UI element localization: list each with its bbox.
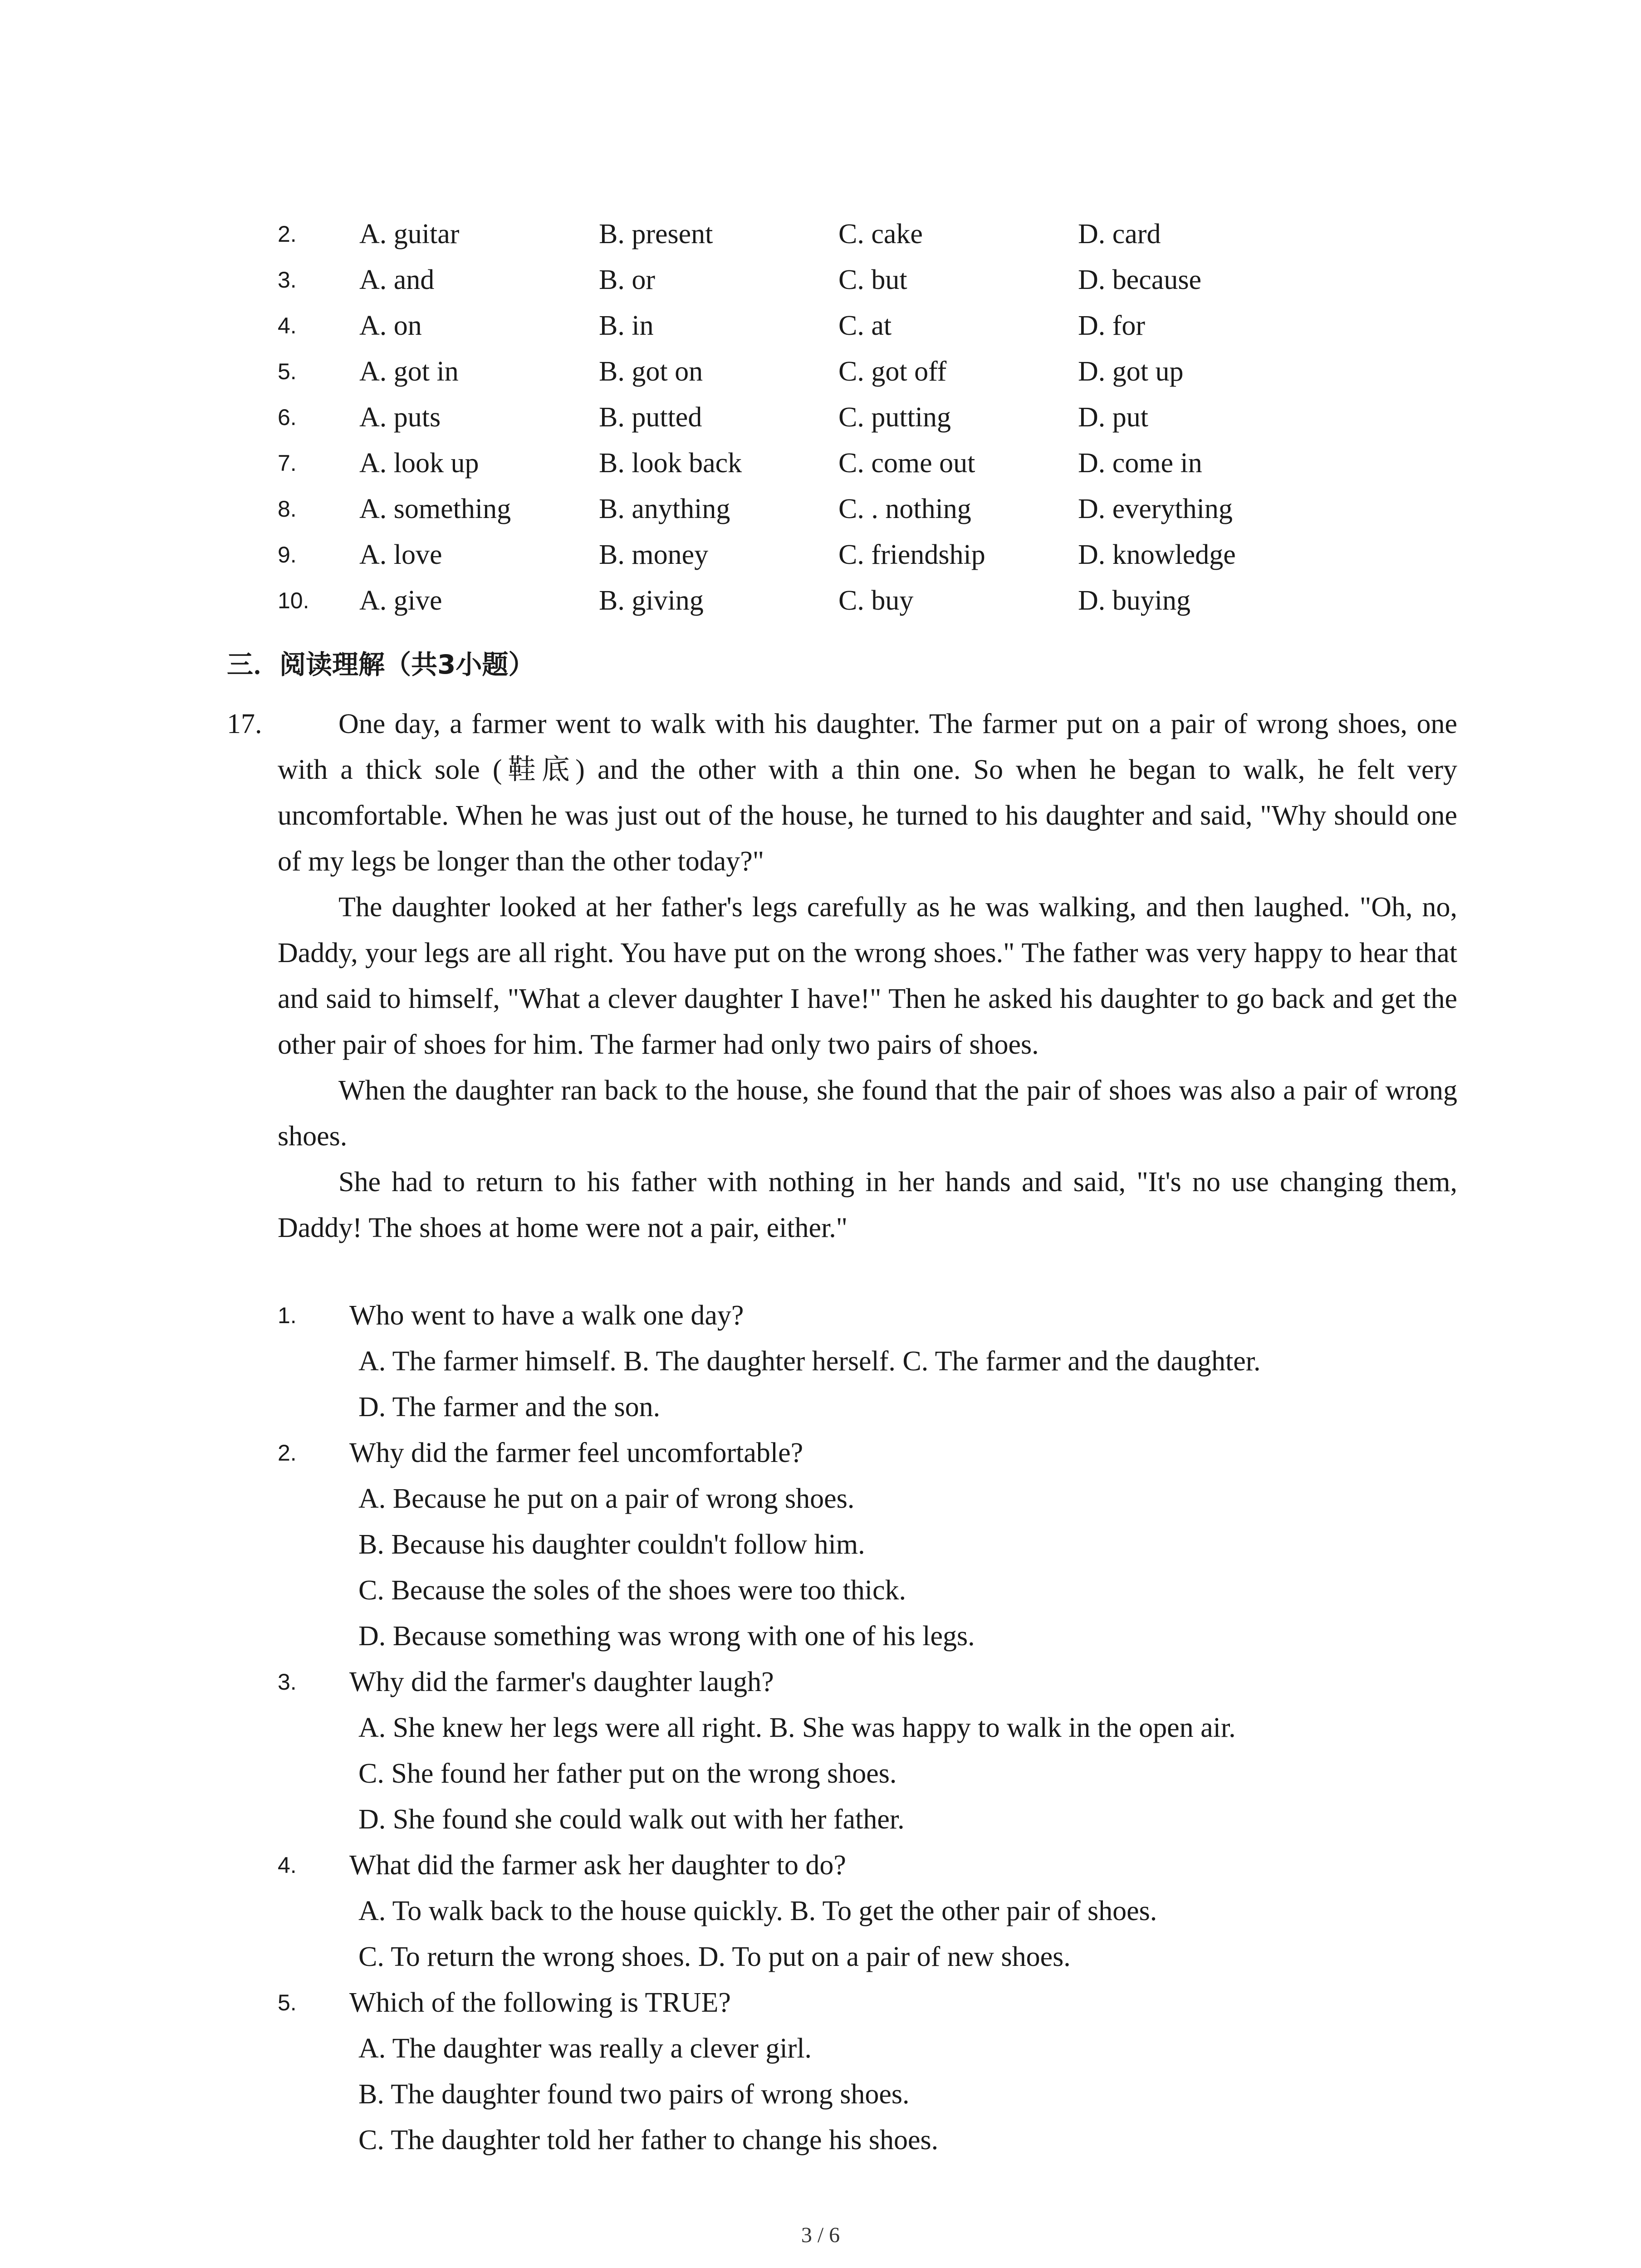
answer-option-line: A. To walk back to the house quickly. B. To get the other pair of shoes. bbox=[358, 1896, 1157, 1926]
option-d: D. buying bbox=[1078, 585, 1190, 616]
answer-option-line: C. The daughter told her father to change his shoes. bbox=[358, 2125, 939, 2156]
choice-number: 4. bbox=[278, 313, 297, 338]
choice-number: 10. bbox=[278, 588, 309, 613]
option-a: A. on bbox=[359, 310, 422, 341]
answer-option-line: D. Because something was wrong with one of his legs. bbox=[358, 1621, 975, 1652]
answer-option-line: B. The daughter found two pairs of wrong shoes. bbox=[358, 2079, 910, 2110]
option-a: A. puts bbox=[359, 402, 441, 433]
passage-paragraph: When the daughter ran back to the house, she found that the pair of shoes was also a pair of wrong shoes. bbox=[278, 1075, 1457, 1152]
option-b: B. present bbox=[599, 219, 713, 249]
answer-option-line: A. The farmer himself. B. The daughter herself. C. The farmer and the daughter. bbox=[358, 1346, 1261, 1377]
option-c: C. buy bbox=[838, 585, 914, 616]
option-a: A. love bbox=[359, 539, 442, 570]
page-number: 3 / 6 bbox=[801, 2223, 840, 2247]
reading-question-number: 17. bbox=[227, 709, 262, 739]
sub-question-number: 5. bbox=[278, 1990, 297, 2015]
option-b: B. look back bbox=[599, 448, 742, 479]
option-a: A. look up bbox=[359, 448, 479, 479]
choice-row bbox=[0, 440, 1641, 486]
option-c: C. friendship bbox=[838, 539, 985, 570]
option-d: D. card bbox=[1078, 219, 1161, 249]
choice-row bbox=[0, 303, 1641, 348]
option-a: A. guitar bbox=[359, 219, 460, 249]
option-a: A. give bbox=[359, 585, 442, 616]
option-b: B. anything bbox=[599, 494, 730, 524]
answer-option-line: A. The daughter was really a clever girl. bbox=[358, 2033, 812, 2064]
option-a: A. got in bbox=[359, 356, 459, 387]
reading-passage bbox=[278, 701, 1457, 1251]
option-b: B. in bbox=[599, 310, 654, 341]
sub-question-stem: Which of the following is TRUE? bbox=[349, 1987, 731, 2018]
sub-question-stem: Who went to have a walk one day? bbox=[349, 1300, 744, 1331]
option-c: C. but bbox=[838, 264, 907, 295]
sub-question-number: 1. bbox=[278, 1303, 297, 1328]
choice-row bbox=[0, 211, 1641, 257]
choice-number: 5. bbox=[278, 359, 297, 384]
answer-option-line: A. She knew her legs were all right. B. She was happy to walk in the open air. bbox=[358, 1712, 1236, 1743]
answer-option-line: A. Because he put on a pair of wrong shoes. bbox=[358, 1483, 855, 1514]
answer-option-line: B. Because his daughter couldn't follow him. bbox=[358, 1529, 865, 1560]
sub-question-stem: Why did the farmer feel uncomfortable? bbox=[349, 1437, 803, 1468]
answer-option-line: D. The farmer and the son. bbox=[358, 1392, 661, 1422]
option-d: D. put bbox=[1078, 402, 1148, 433]
passage-paragraph: One day, a farmer went to walk with his daughter. The farmer put on a pair of wrong shoes, one with a thick sole (鞋底) and the other with a thin one. So when he began to walk, he felt very uncomfortable. When he was just out of the house, he turned to his daughter and said, "Why should one of my legs be longer than the other today?" bbox=[278, 709, 1457, 877]
section-heading: 三．阅读理解（共3小题） bbox=[227, 649, 535, 680]
choice-number: 3. bbox=[278, 267, 297, 293]
option-b: B. putted bbox=[599, 402, 702, 433]
choice-number: 9. bbox=[278, 542, 297, 567]
option-b: B. got on bbox=[599, 356, 703, 387]
choice-number: 2. bbox=[278, 221, 297, 247]
choice-row bbox=[0, 395, 1641, 440]
choice-row bbox=[0, 257, 1641, 303]
choice-number: 7. bbox=[278, 450, 297, 476]
option-d: D. knowledge bbox=[1078, 539, 1236, 570]
option-b: B. giving bbox=[599, 585, 704, 616]
answer-option-line: C. To return the wrong shoes. D. To put on a pair of new shoes. bbox=[358, 1941, 1071, 1972]
option-b: B. money bbox=[599, 539, 709, 570]
passage-paragraph: She had to return to his father with nothing in her hands and said, "It's no use changing them, Daddy! The shoes at home were not a pair, either." bbox=[278, 1167, 1457, 1243]
choice-row bbox=[0, 349, 1641, 394]
option-b: B. or bbox=[599, 264, 655, 295]
option-c: C. putting bbox=[838, 402, 951, 433]
option-c: C. come out bbox=[838, 448, 975, 479]
answer-option-line: C. Because the soles of the shoes were too thick. bbox=[358, 1575, 906, 1606]
sub-question-number: 3. bbox=[278, 1669, 297, 1695]
option-a: A. something bbox=[359, 494, 511, 524]
option-d: D. for bbox=[1078, 310, 1146, 341]
answer-option-line: D. She found she could walk out with her father. bbox=[358, 1804, 905, 1835]
option-d: D. because bbox=[1078, 264, 1201, 295]
sub-question-stem: What did the farmer ask her daughter to do? bbox=[349, 1850, 846, 1881]
choice-number: 6. bbox=[278, 405, 297, 430]
passage-paragraph: The daughter looked at her father's legs carefully as he was walking, and then laughed. "Oh, no, Daddy, your legs are all right. You have put on the wrong shoes." The father was very happy to hear that and said to himself, "What a clever daughter I have!" Then he asked his daughter to go back and get the other pair of shoes for him. The farmer had only two pairs of shoes. bbox=[278, 892, 1457, 1060]
option-d: D. come in bbox=[1078, 448, 1202, 479]
sub-question-number: 4. bbox=[278, 1853, 297, 1878]
choice-number: 8. bbox=[278, 496, 297, 522]
option-a: A. and bbox=[359, 264, 435, 295]
sub-question-stem: Why did the farmer's daughter laugh? bbox=[349, 1667, 774, 1697]
answer-option-line: C. She found her father put on the wrong shoes. bbox=[358, 1758, 897, 1789]
choice-row bbox=[0, 532, 1641, 577]
option-c: C. at bbox=[838, 310, 892, 341]
option-c: C. cake bbox=[838, 219, 923, 249]
sub-question-number: 2. bbox=[278, 1440, 297, 1466]
option-d: D. got up bbox=[1078, 356, 1184, 387]
option-c: C. got off bbox=[838, 356, 947, 387]
option-d: D. everything bbox=[1078, 494, 1233, 524]
option-c: C. . nothing bbox=[838, 494, 971, 524]
choice-row bbox=[0, 578, 1641, 623]
choice-row bbox=[0, 486, 1641, 532]
